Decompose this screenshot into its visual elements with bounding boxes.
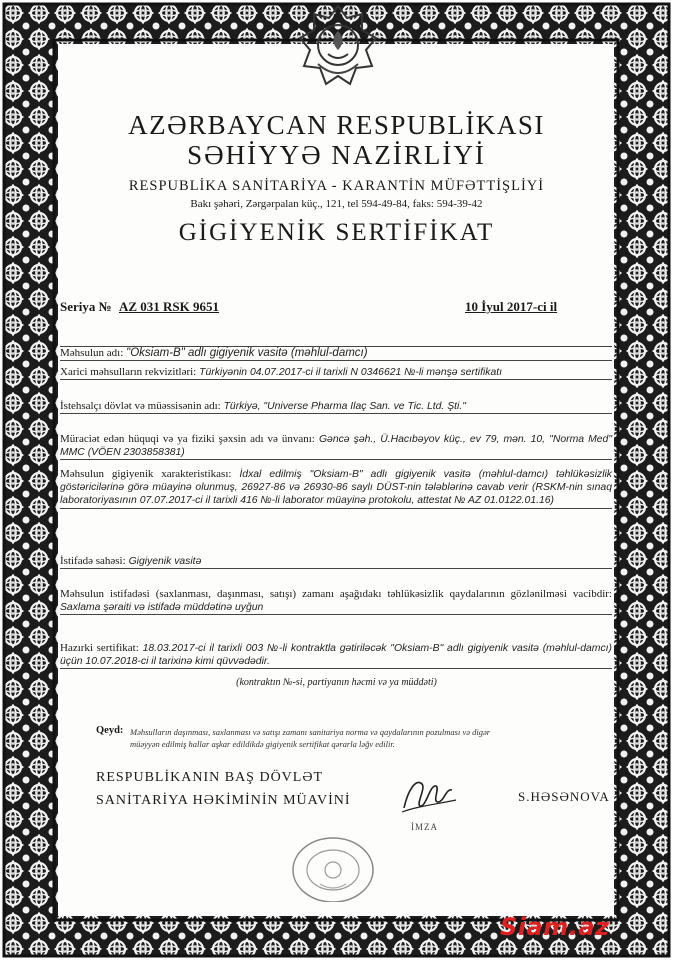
note-label: Qeyd: xyxy=(96,725,124,736)
field-certificate-validity xyxy=(60,642,612,669)
field-label: Məhsulun istifadəsi (saxlanması, daşınması, satışı) zamanı aşağıdakı təhlükəsizlik qaydalarının gözlənilməsi vacibdir: xyxy=(60,588,612,600)
series-number: AZ 031 RSK 9651 xyxy=(118,299,219,314)
field-label: Məhsulun adı: xyxy=(60,347,124,359)
signature-icon xyxy=(398,770,458,820)
field-value: Türkiyənin 04.07.2017-ci il tarixli N 0346621 №-li mənşə sertifikatı xyxy=(199,367,503,378)
field-manufacturer xyxy=(60,400,612,414)
signature-label: İMZA xyxy=(411,822,438,832)
series-line xyxy=(60,299,219,315)
field-label: Hazırki sertifikat: xyxy=(60,642,139,654)
address-line: Bakı şəhəri, Zərgərpalan küç., 121, tel 594-49-84, faks: 594-39-42 xyxy=(190,198,483,210)
field-value: Gigiyenik vasitə xyxy=(128,556,202,567)
field-value: Saxlama şəraiti və istifadə müddətinə uyğun xyxy=(60,602,264,614)
signatory-title xyxy=(96,766,351,812)
field-hygienic-characteristics xyxy=(60,468,612,509)
field-usage-area xyxy=(60,555,612,569)
field-label: Xarici məhsulların rekvizitləri: xyxy=(60,366,197,378)
state-emblem-icon xyxy=(298,4,378,90)
signatory-title-line2: SANİTARİYA HƏKİMİNİN MÜAVİNİ xyxy=(96,793,351,808)
field-label: İstehsalçı dövlət və müəssisənin adı: xyxy=(60,400,221,412)
field-label: Müraciət edən hüquqi və ya fiziki şəxsin adı və ünvanı: xyxy=(60,433,315,445)
signatory-title-line1: RESPUBLİKANIN BAŞ DÖVLƏT xyxy=(96,770,324,785)
field-label: İstifadə sahəsi: xyxy=(60,555,126,567)
field-value: "Oksiam-B" adlı gigiyenik vasitə (məhlul-damcı) xyxy=(126,347,368,359)
field-value: Türkiyə, "Universe Pharma Ilaç San. ve Tic. Ltd. Şti." xyxy=(223,401,466,412)
note-text: Məhsulların daşınması, saxlanması və satışı zamanı sanitariya norma və qaydalarının pozulması və digər müəyyən edilmiş hallar aşkar edildikdə gigiyenik sertifikat qərarla ləğv edilir. xyxy=(130,727,491,749)
republic-title: AZƏRBAYCAN RESPUBLİKASI xyxy=(128,110,545,140)
series-label: Seriya № xyxy=(60,299,112,314)
field-value: 18.03.2017-ci il tarixli 003 №-li kontraktla gətiriləcək "Oksiam-B" adlı gigiyenik vasitə (məhlul-damcı) üçün 10.07.2018-ci il tarixinə kimi qüvvədədir. xyxy=(60,643,613,668)
inspection-title: RESPUBLİKA SANİTARİYA - KARANTİN MÜFƏTTİŞLİYİ xyxy=(128,178,545,194)
site-watermark: Siam.az xyxy=(500,913,610,941)
field-label: Məhsulun gigiyenik xarakteristikası: xyxy=(60,468,232,480)
signatory-name: S.HƏSƏNOVA xyxy=(518,789,610,804)
field-applicant xyxy=(60,433,612,460)
field-safety-rules xyxy=(60,588,612,615)
document-title: GİGİYENİK SERTİFİKAT xyxy=(178,219,495,246)
contract-note: (kontraktın №-si, partiyanın həcmi və ya müddəti) xyxy=(236,677,437,688)
field-foreign-requisites xyxy=(60,366,612,380)
field-value: Gəncə şəh., Ü.Hacıbəyov küç., ev 79, mən. 10, "Norma Med" MMC (VÖEN 2303858381) xyxy=(60,434,613,459)
issue-date: 10 İyul 2017-ci il xyxy=(465,299,558,314)
ministry-title: SƏHİYYƏ NAZİRLİYİ xyxy=(187,140,486,170)
field-product-name xyxy=(60,346,612,361)
field-value: İdxal edilmiş "Oksiam-B" adlı gigiyenik vasitə (məhlul-damcı) təhlükəsizlik göstəricilərinə görə müayinə olunmuş, 26927-86 və 26930-86 saylı DÜST-nin tələblərinə cavab verir (RSKM-nin sınaq laboratoriyasının 07.07.2017-ci il tarixli 416 №-li laborator müayinə protokolu, attestat № AZ 01.0122.01.16) xyxy=(60,469,613,507)
official-stamp-icon xyxy=(290,832,376,902)
